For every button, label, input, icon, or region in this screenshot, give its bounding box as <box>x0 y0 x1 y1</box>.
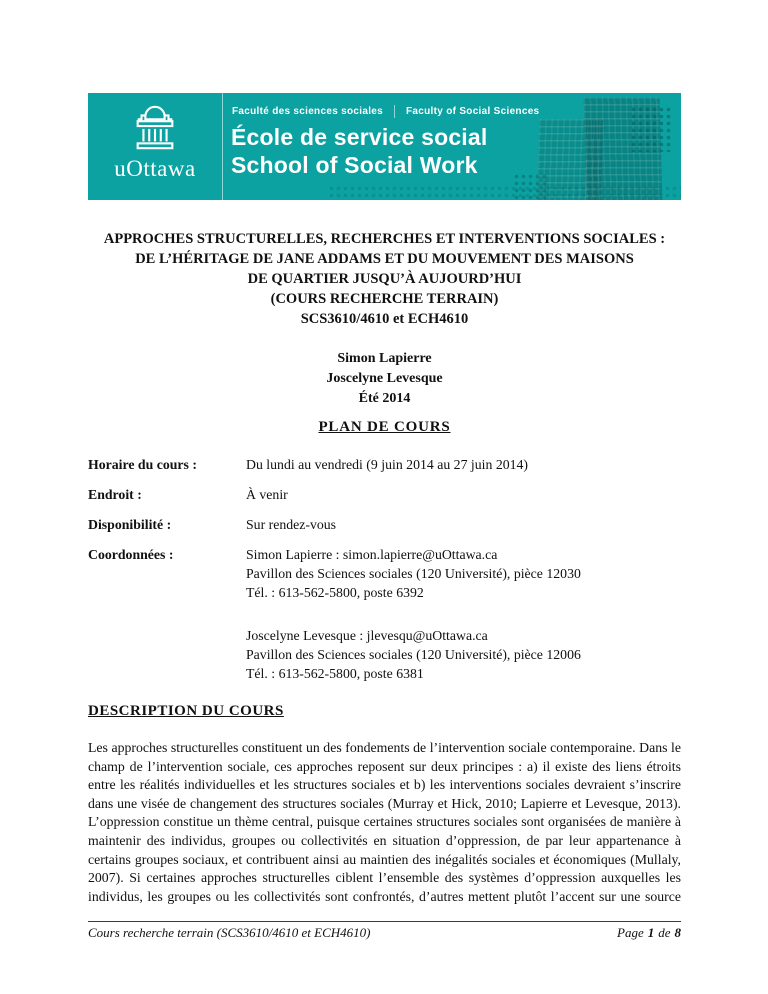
page-number: 1 <box>647 925 655 940</box>
contact-line: Joscelyne Levesque : jlevesqu@uOttawa.ca <box>246 628 488 643</box>
page-footer <box>88 925 681 941</box>
halftone-dots-bottom <box>328 185 681 200</box>
term-line: Été 2014 <box>358 391 411 406</box>
course-title-line: SCS3610/4610 et ECH4610 <box>300 311 469 327</box>
faculty-names-row <box>232 105 539 118</box>
course-title-line: DE QUARTIER JUSQU’À AUJOURD’HUI <box>247 271 522 287</box>
contact-line: Pavillon des Sciences sociales (120 Université), pièce 12030 <box>246 566 581 581</box>
school-name-fr: École de service social <box>231 124 488 150</box>
contact-line: Tél. : 613-562-5800, poste 6381 <box>246 666 424 681</box>
info-label: Coordonnées : <box>88 547 174 562</box>
course-title-line: APPROCHES STRUCTURELLES, RECHERCHES ET INTERVENTIONS SOCIALES : <box>103 231 666 247</box>
info-value: Sur rendez-vous <box>246 517 337 532</box>
page-total: 8 <box>674 925 681 940</box>
authors-block <box>88 349 681 409</box>
contact-line: Tél. : 613-562-5800, poste 6392 <box>246 585 424 600</box>
footer-left-text: Cours recherche terrain (SCS3610/4610 et ECH4610) <box>88 925 371 940</box>
of-word: de <box>658 925 671 940</box>
banner-vertical-divider <box>222 93 223 200</box>
halftone-dots-top-right <box>630 106 672 152</box>
faculty-name-en: Faculty of Social Sciences <box>406 106 540 117</box>
page-word: Page <box>617 925 644 940</box>
course-title-line: (COURS RECHERCHE TERRAIN) <box>270 291 499 307</box>
contact-block-levesque <box>246 626 681 683</box>
uottawa-logo <box>88 93 222 200</box>
contact-block-lapierre <box>246 545 681 602</box>
description-paragraph: Les approches structurelles constituent un des fondements de l’intervention sociale contemporaine. Dans le champ de l’intervention sociale, ces approches reposent sur deux principes : a) il existe des liens étroits entre les réalités individuelles et les structures sociales et b) les interventions sociales devraient s’inscrire dans une visée de changement des structures sociales (Murray et Hick, 2010; Lapierre et Levesque, 2013). L’oppression constitue un thème central, puisque certaines structures sociales sont organisées de manière à maintenir des individus, groupes ou collectivités en situation d’oppression, de par leur appartenance à certains groupes sociaux, et contribuent ainsi au maintien des inégalités sociales et économiques (Mullaly, 2007). Si certaines approches structurelles ciblent l’ensemble des systèmes d’oppression auxquelles les individus, les groupes ou les collectivités sont confrontés, d’autres mettent plutôt l’accent sur une source <box>88 740 681 904</box>
faculty-banner <box>88 93 681 200</box>
info-label: Disponibilité : <box>88 517 172 532</box>
contact-line: Pavillon des Sciences sociales (120 Université), pièce 12006 <box>246 647 581 662</box>
contact-blocks <box>246 545 681 683</box>
info-row-coordonnees <box>88 545 681 683</box>
info-value: Du lundi au vendredi (9 juin 2014 au 27 juin 2014) <box>246 457 529 472</box>
info-label: Horaire du cours : <box>88 457 197 472</box>
course-title-line: DE L’HÉRITAGE DE JANE ADDAMS ET DU MOUVEMENT DES MAISONS <box>135 251 634 267</box>
school-name-en: School of Social Work <box>231 152 478 178</box>
uottawa-wordmark: uOttawa <box>114 156 196 181</box>
footer-page-indicator <box>617 925 681 941</box>
contact-line: Simon Lapierre : simon.lapierre@uOttawa.ca <box>246 547 498 562</box>
info-value: À venir <box>246 487 288 502</box>
info-row-horaire <box>88 455 681 474</box>
info-row-disponibilite <box>88 515 681 534</box>
author-line: Joscelyne Levesque <box>326 371 443 386</box>
info-label: Endroit : <box>88 487 142 502</box>
course-title <box>88 229 681 329</box>
faculty-name-fr: Faculté des sciences sociales <box>232 106 384 117</box>
footer-rule <box>88 921 681 922</box>
uottawa-building-icon <box>129 100 181 154</box>
author-line: Simon Lapierre <box>337 351 432 366</box>
course-info-table <box>88 455 681 694</box>
faculty-divider <box>394 105 395 118</box>
plan-de-cours-heading: PLAN DE COURS <box>318 419 451 435</box>
info-row-endroit <box>88 485 681 504</box>
description-heading: DESCRIPTION DU COURS <box>88 703 284 719</box>
